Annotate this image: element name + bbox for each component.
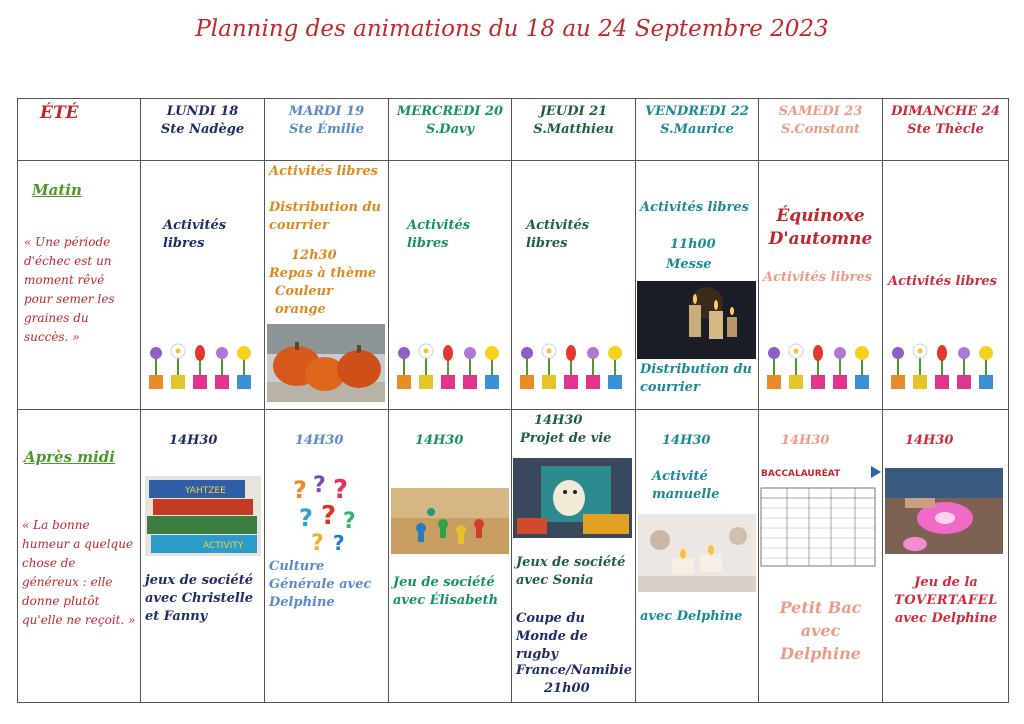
activity-text: Jeu de société avec Élisabeth — [393, 575, 499, 608]
saint-name: S.Maurice — [660, 122, 734, 137]
morning-label-cell — [18, 161, 141, 410]
day-name: JEUDI 21 — [539, 104, 608, 119]
day-name: MERCREDI 20 — [396, 104, 504, 119]
day-name: DIMANCHE 24 — [891, 104, 1000, 119]
flower-pots-image — [887, 341, 1003, 389]
activity-text: Culture Générale avec Delphine — [269, 559, 372, 610]
svg-text:?: ? — [333, 531, 345, 554]
saint-name: Ste Émilie — [289, 122, 364, 137]
flower-pots-image — [393, 341, 509, 389]
svg-text:?: ? — [333, 475, 349, 505]
activity-text: Repas à thème — [269, 266, 377, 281]
svg-text:?: ? — [293, 476, 307, 504]
day-header-wednesday — [389, 99, 512, 161]
time-text: 12h30 — [291, 248, 337, 263]
svg-text:YAHTZEE: YAHTZEE — [185, 486, 226, 496]
svg-text:?: ? — [313, 473, 326, 498]
pumpkins-photo — [267, 324, 385, 402]
activity-text: jeux de société avec Christelle et Fanny — [145, 573, 254, 624]
season-label: ÉTÉ — [40, 103, 79, 123]
activity-text: Jeu de la — [914, 575, 978, 590]
candles-photo — [637, 281, 756, 359]
morning-sunday — [883, 161, 1009, 410]
afternoon-friday — [636, 410, 759, 703]
svg-text:?: ? — [321, 501, 337, 531]
board-games-photo — [145, 476, 261, 556]
morning-saturday — [759, 161, 883, 410]
saint-name: S.Matthieu — [533, 122, 614, 137]
morning-tuesday — [265, 161, 389, 410]
event-title: D'automne — [768, 229, 873, 249]
afternoon-label-cell — [18, 410, 141, 703]
activity-text: Distribution du courrier — [640, 362, 752, 395]
activity-text: Jeux de société avec Sonia — [516, 555, 626, 588]
activity-text: Messe — [666, 257, 712, 272]
day-name: SAMEDI 23 — [778, 104, 863, 119]
activity-text: Activités libres — [888, 274, 997, 289]
activity-text: Activités libres — [407, 218, 471, 251]
afternoon-quote: « La bonne humeur a quelque chose de généreux : elle donne plutôt qu'elle ne reçoit. » — [22, 518, 136, 627]
saint-name: Ste Thècle — [907, 122, 984, 137]
event-title: Équinoxe — [776, 206, 865, 226]
time-text: 14H30 — [662, 433, 711, 448]
time-text: 11h00 — [670, 237, 716, 252]
afternoon-saturday — [759, 410, 883, 703]
morning-thursday — [512, 161, 636, 410]
day-header-sunday — [883, 99, 1009, 161]
header-row — [18, 99, 1009, 161]
tovertafel-photo — [885, 468, 1003, 554]
question-marks-image — [287, 468, 367, 554]
activity-text: avec Delphine — [894, 611, 998, 626]
flower-pots-image — [516, 341, 632, 389]
activity-text: TOVERTAFEL — [894, 593, 998, 608]
morning-quote: « Une période d'échec est un moment rêvé pour semer les graines du succès. » — [24, 235, 115, 344]
afternoon-wednesday — [389, 410, 512, 703]
afternoon-row — [18, 410, 1009, 703]
day-header-monday — [141, 99, 265, 161]
flower-pots-image — [763, 341, 879, 389]
svg-text:ACTIVITY: ACTIVITY — [203, 541, 244, 551]
svg-text:BACCALAURÉAT: BACCALAURÉAT — [761, 469, 841, 479]
activity-text: Activités libres — [763, 270, 872, 285]
day-header-saturday — [759, 99, 883, 161]
time-text: 14H30 — [295, 433, 344, 448]
activity-text: Activités libres — [640, 200, 749, 215]
activity-text: Activités libres — [526, 218, 590, 251]
activity-text: Activités libres — [269, 164, 378, 179]
svg-text:?: ? — [299, 504, 313, 532]
afternoon-monday — [141, 410, 265, 703]
time-text: 21h00 — [544, 681, 590, 696]
season-cell — [18, 99, 141, 161]
schedule-table — [17, 98, 1009, 703]
saint-name: Ste Nadège — [160, 122, 245, 137]
saint-name: S.Davy — [425, 122, 475, 137]
morning-wednesday — [389, 161, 512, 410]
day-name: LUNDI 18 — [166, 104, 239, 119]
saint-name: S.Constant — [780, 122, 861, 137]
activity-text: Couleur orange — [275, 284, 333, 317]
day-header-friday — [636, 99, 759, 161]
time-text: 14H30 — [534, 413, 583, 428]
activity-text: Activités libres — [163, 218, 227, 251]
activity-text: Distribution du courrier — [269, 200, 381, 233]
petit-bac-sheet-image — [759, 462, 882, 570]
board-game-pawns-photo — [391, 488, 509, 554]
svg-text:?: ? — [343, 509, 356, 534]
activity-text: Petit Bac — [779, 598, 862, 617]
game-box-photo — [513, 458, 632, 538]
morning-friday — [636, 161, 759, 410]
activity-text: Projet de vie — [520, 431, 612, 446]
morning-monday — [141, 161, 265, 410]
time-text: 14H30 — [905, 433, 954, 448]
afternoon-label: Après midi — [24, 448, 115, 466]
afternoon-sunday — [883, 410, 1009, 703]
svg-text:?: ? — [311, 531, 324, 554]
time-text: 14H30 — [169, 433, 218, 448]
afternoon-tuesday — [265, 410, 389, 703]
morning-label: Matin — [32, 181, 82, 199]
activity-text: avec — [800, 621, 841, 640]
flower-pots-image — [145, 341, 261, 389]
time-text: 14H30 — [415, 433, 464, 448]
candle-decoration-photo — [638, 514, 756, 592]
day-name: MARDI 19 — [288, 104, 365, 119]
activity-text: Delphine — [780, 644, 861, 663]
time-text: 14H30 — [781, 433, 830, 448]
day-name: VENDREDI 22 — [645, 104, 749, 119]
activity-text: Activité manuelle — [652, 469, 720, 502]
activity-text: Coupe du Monde de rugby — [516, 611, 588, 662]
activity-text: avec Delphine — [640, 609, 743, 624]
morning-row — [18, 161, 1009, 410]
afternoon-thursday — [512, 410, 636, 703]
activity-text: France/Namibie — [516, 663, 632, 678]
day-header-tuesday — [265, 99, 389, 161]
page-title: Planning des animations du 18 au 24 Septembre 2023 — [195, 16, 829, 42]
day-header-thursday — [512, 99, 636, 161]
